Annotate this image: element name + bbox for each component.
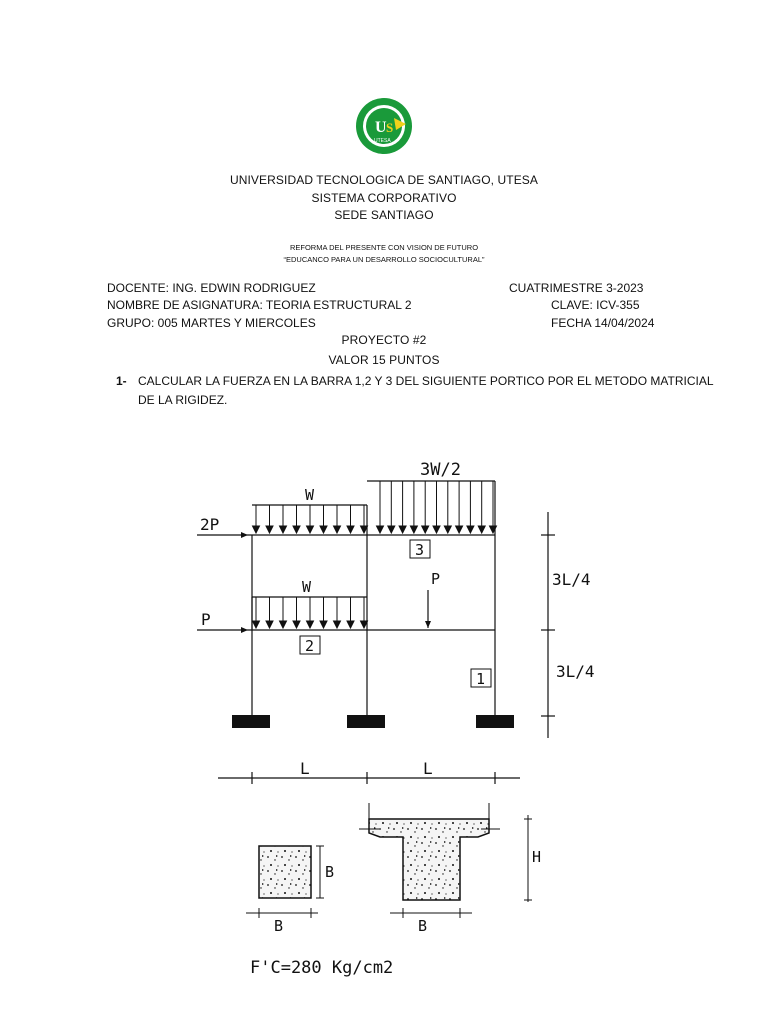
load-arrow-head <box>456 526 463 533</box>
load-arrow-head <box>334 526 341 533</box>
load-arrows-w-mid <box>253 597 368 628</box>
asignatura: NOMBRE DE ASIGNATURA: TEORIA ESTRUCTURAL 2 <box>107 298 412 312</box>
load-arrow-head <box>280 621 287 628</box>
university-system: SISTEMA CORPORATIVO <box>311 191 457 205</box>
university-campus: SEDE SANTIAGO <box>334 208 434 222</box>
load-arrow-head <box>347 621 354 628</box>
load-arrow-head <box>377 526 384 533</box>
dim-height-lower: 3L/4 <box>556 662 595 681</box>
motto-line-1: REFORMA DEL PRESENTE CON VISION DE FUTURO <box>289 243 479 252</box>
load-arrow-head <box>293 526 300 533</box>
load-arrow-head <box>444 526 451 533</box>
svg-text:U: U <box>375 119 387 136</box>
label-2p: 2P <box>200 515 220 534</box>
label-3w2: 3W/2 <box>420 460 461 480</box>
load-arrow-head <box>320 621 327 628</box>
load-arrow-head <box>433 526 440 533</box>
dim-height-upper: 3L/4 <box>552 570 591 589</box>
bar-label-3: 3 <box>415 541 425 559</box>
label-point-load: P <box>431 570 441 588</box>
load-arrow-head <box>478 526 485 533</box>
load-arrow-head <box>253 621 260 628</box>
load-arrow-head <box>410 526 417 533</box>
project-title: PROYECTO #2 <box>341 333 427 347</box>
dim-span-right: L <box>423 759 433 778</box>
load-arrow-head <box>280 526 287 533</box>
load-arrow-head <box>399 526 406 533</box>
docente: DOCENTE: ING. EDWIN RODRIGUEZ <box>107 281 316 295</box>
load-arrow-head <box>334 621 341 628</box>
load-arrows-w-top <box>253 505 368 533</box>
cuatrimestre: CUATRIMESTRE 3-2023 <box>509 281 644 295</box>
fecha: FECHA 14/04/2024 <box>551 316 655 330</box>
grupo: GRUPO: 005 MARTES Y MIERCOLES <box>107 316 316 330</box>
tbeam-section <box>369 819 489 900</box>
load-arrow-head <box>307 526 314 533</box>
col-dim-b-side: B <box>325 863 335 881</box>
load-arrow-head <box>422 526 429 533</box>
column-section <box>259 846 311 898</box>
clave: CLAVE: ICV-355 <box>551 298 640 312</box>
load-arrow-head <box>266 621 273 628</box>
load-arrow-head <box>320 526 327 533</box>
support-left <box>232 715 270 728</box>
motto-line-2: “EDUCANCO PARA UN DESARROLLO SOCIOCULTURAL” <box>283 255 485 264</box>
label-w-mid: W <box>302 578 312 596</box>
svg-text:S: S <box>386 120 394 135</box>
load-arrow-head <box>307 621 314 628</box>
load-arrow-head <box>266 526 273 533</box>
beam-dim-b-bottom: B <box>418 917 428 935</box>
load-arrows-3w2 <box>377 481 497 533</box>
load-arrow-head <box>253 526 260 533</box>
load-arrow-head <box>347 526 354 533</box>
university-name: UNIVERSIDAD TECNOLOGICA DE SANTIAGO, UTESA <box>229 173 539 187</box>
project-value: VALOR 15 PUNTOS <box>328 353 440 367</box>
concrete-strength: F'C=280 Kg/cm2 <box>250 958 394 978</box>
logo-text: UTESA <box>374 138 391 144</box>
question-number: 1- <box>116 374 127 388</box>
support-right <box>476 715 514 728</box>
label-p-mid: P <box>201 610 211 629</box>
load-arrow-head <box>293 621 300 628</box>
support-middle <box>347 715 385 728</box>
label-w-top: W <box>305 486 315 504</box>
question-line-1: CALCULAR LA FUERZA EN LA BARRA 1,2 Y 3 DEL SIGUIENTE PORTICO POR EL METODO MATRICIAL <box>138 374 714 388</box>
load-arrow-head <box>467 526 474 533</box>
dim-span-left: L <box>300 759 310 778</box>
bar-label-1: 1 <box>476 670 486 688</box>
col-dim-b-bottom: B <box>274 917 284 935</box>
question-line-2: DE LA RIGIDEZ. <box>138 393 228 407</box>
beam-dim-h: H <box>532 848 542 866</box>
bar-label-2: 2 <box>305 637 315 655</box>
load-arrow-head <box>388 526 395 533</box>
